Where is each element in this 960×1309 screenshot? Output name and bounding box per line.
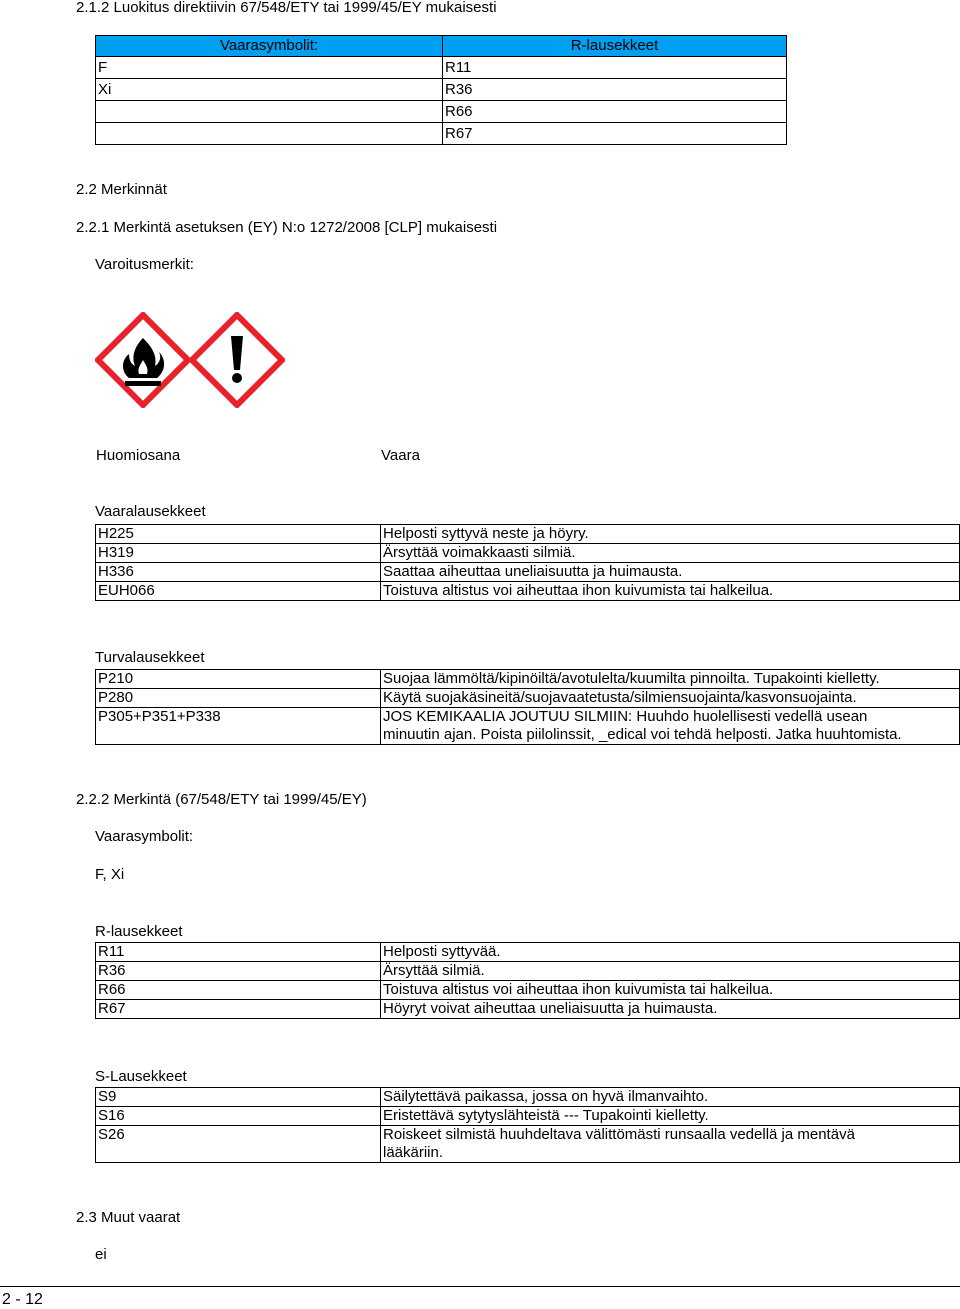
hazard-text: Toistuva altistus voi aiheuttaa ihon kuivumista tai halkeilua. (381, 582, 960, 601)
s-phrases-title: S-Lausekkeet (95, 1068, 187, 1085)
r-text: Toistuva altistus voi aiheuttaa ihon kuivumista tai halkeilua. (381, 981, 960, 1000)
table-row (96, 962, 960, 981)
table-row (96, 708, 960, 745)
section-212-heading: 2.1.2 Luokitus direktiivin 67/548/ETY tai 1999/45/EY mukaisesti (76, 0, 497, 16)
section-23-heading: 2.3 Muut vaarat (76, 1209, 181, 1226)
hazard-code: H319 (96, 544, 381, 563)
r-code: R67 (96, 1000, 381, 1019)
pictograms-label: Varoitusmerkit: (95, 256, 194, 273)
phrase-cell: R67 (443, 123, 787, 145)
r-code: R11 (96, 943, 381, 962)
r-phrases-table (95, 942, 960, 1019)
page-number: 2 - 12 (2, 1291, 43, 1308)
r-code: R66 (96, 981, 381, 1000)
hazard-code: EUH066 (96, 582, 381, 601)
table-row (96, 79, 787, 101)
table-row (96, 1107, 960, 1126)
table-row (96, 563, 960, 582)
s-code: S16 (96, 1107, 381, 1126)
section-221-heading: 2.2.1 Merkintä asetuksen (EY) N:o 1272/2008 [CLP] mukaisesti (76, 219, 498, 236)
s-text: Säilytettävä paikassa, jossa on hyvä ilmanvaihto. (381, 1088, 960, 1107)
s-code: S9 (96, 1088, 381, 1107)
table-row (96, 670, 960, 689)
section-222-heading: 2.2.2 Merkintä (67/548/ETY tai 1999/45/EY) (76, 791, 367, 808)
signal-word: Vaara (381, 447, 420, 464)
precaution-text-line: JOS KEMIKAALIA JOUTUU SILMIIN: Huuhdo huolellisesti vedellä usean (383, 708, 868, 725)
s-text-line: Roiskeet silmistä huuhdeltava välittömästi runsaalla vedellä ja mentävä (383, 1126, 855, 1143)
r-text: Ärsyttää silmiä. (381, 962, 960, 981)
precaution-code: P280 (96, 689, 381, 708)
exclamation-icon (189, 312, 285, 408)
symbol-cell: Xi (96, 79, 443, 101)
s-text-line: lääkäriin. (383, 1144, 444, 1161)
symbols-value: F, Xi (95, 866, 125, 883)
table-row (96, 525, 960, 544)
hazard-text: Saattaa aiheuttaa uneliaisuutta ja huimausta. (381, 563, 960, 582)
section-22-heading: 2.2 Merkinnät (76, 181, 167, 198)
r-code: R36 (96, 962, 381, 981)
precaution-code: P210 (96, 670, 381, 689)
table-row (96, 57, 787, 79)
symbols-label: Vaarasymbolit: (95, 828, 194, 845)
phrase-cell: R66 (443, 101, 787, 123)
table-row (96, 689, 960, 708)
phrase-cell: R11 (443, 57, 787, 79)
r-text: Höyryt voivat aiheuttaa uneliaisuutta ja huimausta. (381, 1000, 960, 1019)
signal-label: Huomiosana (96, 447, 181, 464)
r-text: Helposti syttyvää. (381, 943, 960, 962)
phrase-cell: R36 (443, 79, 787, 101)
s-phrases-table (95, 1087, 960, 1163)
symbol-cell: F (96, 57, 443, 79)
precaution-table (95, 669, 960, 745)
flame-icon (95, 312, 191, 408)
hazard-title: Vaaralausekkeet (95, 503, 206, 520)
precaution-code: P305+P351+P338 (96, 708, 381, 745)
table-row (96, 981, 960, 1000)
hazard-code: H336 (96, 563, 381, 582)
precaution-text: Käytä suojakäsineitä/suojavaatetusta/silmiensuojainta/kasvonsuojainta. (381, 689, 960, 708)
table-row (96, 1000, 960, 1019)
table-row (96, 1088, 960, 1107)
table-row (96, 1126, 960, 1163)
s-text (381, 1126, 960, 1163)
precaution-text-line: minuutin ajan. Poista piilolinssit, _edical voi tehdä helposti. Jatka huuhtomista. (383, 726, 902, 743)
table-row (96, 123, 787, 145)
s-code: S26 (96, 1126, 381, 1163)
footer-divider (0, 1286, 960, 1287)
precaution-text (381, 708, 960, 745)
precaution-title: Turvalausekkeet (95, 649, 205, 666)
section-23-value: ei (95, 1246, 107, 1263)
classification-table (95, 35, 787, 145)
table-row (96, 101, 787, 123)
hazard-text: Helposti syttyvä neste ja höyry. (381, 525, 960, 544)
col-header-r-phrases: R-lausekkeet (443, 36, 787, 57)
s-text: Eristettävä sytytyslähteistä --- Tupakointi kielletty. (381, 1107, 960, 1126)
symbol-cell (96, 101, 443, 123)
table-row (96, 544, 960, 563)
symbol-cell (96, 123, 443, 145)
hazard-text: Ärsyttää voimakkaasti silmiä. (381, 544, 960, 563)
col-header-symbols: Vaarasymbolit: (96, 36, 443, 57)
table-row (96, 943, 960, 962)
table-row (96, 582, 960, 601)
precaution-text: Suojaa lämmöltä/kipinöiltä/avotulelta/kuumilta pinnoilta. Tupakointi kielletty. (381, 670, 960, 689)
classification-table-header (96, 36, 787, 57)
hazard-code: H225 (96, 525, 381, 544)
r-phrases-title: R-lausekkeet (95, 923, 183, 940)
hazard-table (95, 524, 960, 601)
